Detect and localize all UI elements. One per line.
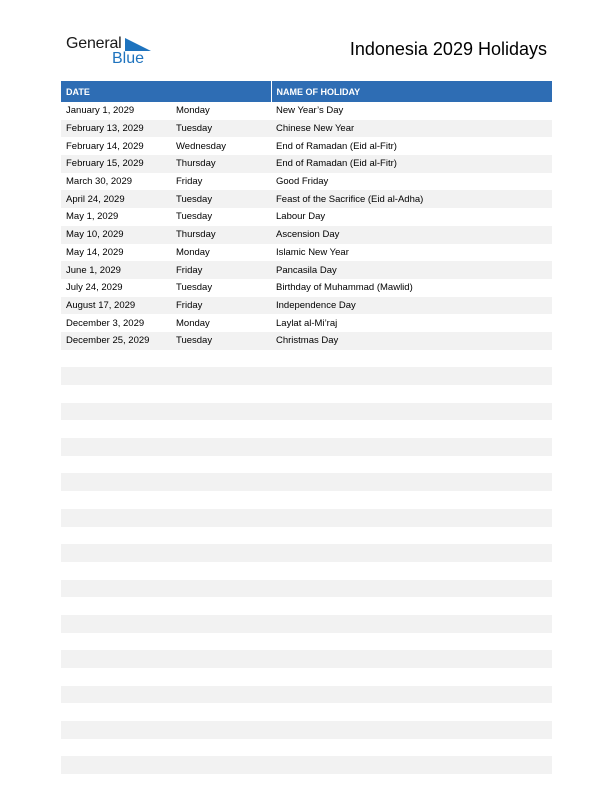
table-row (61, 173, 552, 191)
holiday-name-cell (271, 403, 552, 421)
weekday-cell (171, 721, 271, 739)
date-cell: December 25, 2029 (61, 332, 171, 350)
holiday-name-cell (271, 544, 552, 562)
date-cell (61, 509, 171, 527)
table-row (61, 261, 552, 279)
holiday-name-cell: Ascension Day (271, 226, 552, 244)
table-row (61, 633, 552, 651)
holiday-name-cell (271, 580, 552, 598)
date-cell: February 15, 2029 (61, 155, 171, 173)
holiday-name-cell: Good Friday (271, 173, 552, 191)
holiday-name-cell: Labour Day (271, 208, 552, 226)
table-row (61, 615, 552, 633)
table-row (61, 650, 552, 668)
date-cell (61, 615, 171, 633)
holiday-name-cell (271, 756, 552, 774)
table-row (61, 527, 552, 545)
weekday-cell (171, 544, 271, 562)
table-row (61, 226, 552, 244)
table-row (61, 739, 552, 757)
weekday-cell: Monday (171, 314, 271, 332)
weekday-cell (171, 350, 271, 368)
table-row (61, 297, 552, 315)
holiday-name-cell (271, 491, 552, 509)
table-row (61, 208, 552, 226)
table-row (61, 580, 552, 598)
holidays-table (61, 81, 552, 774)
weekday-cell (171, 615, 271, 633)
weekday-cell: Tuesday (171, 279, 271, 297)
date-cell: April 24, 2029 (61, 190, 171, 208)
holiday-name-cell: Feast of the Sacrifice (Eid al-Adha) (271, 190, 552, 208)
weekday-cell (171, 597, 271, 615)
weekday-cell (171, 650, 271, 668)
date-cell (61, 491, 171, 509)
table-row (61, 509, 552, 527)
table-row (61, 668, 552, 686)
weekday-cell (171, 527, 271, 545)
holiday-name-cell: Islamic New Year (271, 244, 552, 262)
date-cell (61, 456, 171, 474)
holiday-name-cell (271, 615, 552, 633)
date-cell (61, 633, 171, 651)
date-cell (61, 721, 171, 739)
holiday-name-cell: Christmas Day (271, 332, 552, 350)
date-cell (61, 580, 171, 598)
holiday-name-cell: Laylat al-Mi’raj (271, 314, 552, 332)
weekday-cell: Tuesday (171, 120, 271, 138)
date-cell (61, 420, 171, 438)
table-row (61, 350, 552, 368)
weekday-cell (171, 456, 271, 474)
weekday-cell (171, 367, 271, 385)
date-cell (61, 544, 171, 562)
weekday-cell (171, 403, 271, 421)
table-row (61, 385, 552, 403)
weekday-cell: Wednesday (171, 137, 271, 155)
weekday-cell (171, 491, 271, 509)
date-cell (61, 739, 171, 757)
weekday-cell: Tuesday (171, 190, 271, 208)
holiday-name-cell (271, 367, 552, 385)
table-row (61, 544, 552, 562)
weekday-cell: Friday (171, 261, 271, 279)
table-row (61, 438, 552, 456)
weekday-cell (171, 756, 271, 774)
weekday-cell: Tuesday (171, 208, 271, 226)
date-cell (61, 756, 171, 774)
weekday-cell (171, 633, 271, 651)
date-cell (61, 668, 171, 686)
weekday-cell (171, 473, 271, 491)
holiday-name-cell (271, 668, 552, 686)
date-cell (61, 367, 171, 385)
holiday-name-cell: New Year’s Day (271, 102, 552, 120)
holiday-name-cell (271, 650, 552, 668)
weekday-cell (171, 509, 271, 527)
table-row (61, 102, 552, 120)
date-cell (61, 527, 171, 545)
date-cell (61, 562, 171, 580)
date-column-header: DATE (61, 81, 271, 102)
table-row (61, 420, 552, 438)
table-row (61, 190, 552, 208)
weekday-cell (171, 703, 271, 721)
holiday-name-cell (271, 420, 552, 438)
holiday-name-cell: Birthday of Muhammad (Mawlid) (271, 279, 552, 297)
date-cell: May 10, 2029 (61, 226, 171, 244)
weekday-cell (171, 438, 271, 456)
weekday-cell: Tuesday (171, 332, 271, 350)
table-row (61, 137, 552, 155)
table-row (61, 703, 552, 721)
weekday-cell (171, 562, 271, 580)
holiday-name-cell (271, 456, 552, 474)
date-cell: July 24, 2029 (61, 279, 171, 297)
date-cell: February 14, 2029 (61, 137, 171, 155)
table-row (61, 367, 552, 385)
table-row (61, 456, 552, 474)
table-row (61, 473, 552, 491)
logo-blue-text: Blue (112, 50, 145, 67)
table-row (61, 756, 552, 774)
weekday-cell (171, 385, 271, 403)
table-header-row (61, 81, 552, 102)
weekday-cell: Friday (171, 297, 271, 315)
date-cell: August 17, 2029 (61, 297, 171, 315)
date-cell: June 1, 2029 (61, 261, 171, 279)
holiday-name-cell (271, 527, 552, 545)
holiday-name-cell (271, 597, 552, 615)
date-cell: March 30, 2029 (61, 173, 171, 191)
table-row (61, 155, 552, 173)
date-cell: February 13, 2029 (61, 120, 171, 138)
holiday-name-cell (271, 438, 552, 456)
date-cell: January 1, 2029 (61, 102, 171, 120)
date-cell: May 1, 2029 (61, 208, 171, 226)
weekday-cell (171, 739, 271, 757)
weekday-cell: Monday (171, 244, 271, 262)
holiday-name-cell: Chinese New Year (271, 120, 552, 138)
logo-general-text: General (66, 35, 122, 52)
date-cell: May 14, 2029 (61, 244, 171, 262)
holiday-name-cell (271, 686, 552, 704)
holiday-column-header: NAME OF HOLIDAY (271, 81, 552, 102)
weekday-cell: Friday (171, 173, 271, 191)
date-cell (61, 650, 171, 668)
table-row (61, 562, 552, 580)
table-body (61, 102, 552, 774)
weekday-cell (171, 420, 271, 438)
holiday-name-cell (271, 509, 552, 527)
weekday-cell: Monday (171, 102, 271, 120)
table-row (61, 597, 552, 615)
weekday-cell (171, 580, 271, 598)
holiday-name-cell: End of Ramadan (Eid al-Fitr) (271, 155, 552, 173)
date-cell (61, 473, 171, 491)
holiday-name-cell (271, 633, 552, 651)
holiday-name-cell: End of Ramadan (Eid al-Fitr) (271, 137, 552, 155)
weekday-cell (171, 686, 271, 704)
table-row (61, 721, 552, 739)
date-cell (61, 350, 171, 368)
date-cell (61, 403, 171, 421)
date-cell (61, 597, 171, 615)
holiday-name-cell (271, 739, 552, 757)
table-row (61, 244, 552, 262)
holiday-name-cell (271, 473, 552, 491)
table-row (61, 686, 552, 704)
holiday-name-cell (271, 721, 552, 739)
holiday-name-cell: Independence Day (271, 297, 552, 315)
table-row (61, 491, 552, 509)
table-row (61, 279, 552, 297)
weekday-cell: Thursday (171, 155, 271, 173)
date-cell (61, 385, 171, 403)
holiday-name-cell (271, 562, 552, 580)
date-cell: December 3, 2029 (61, 314, 171, 332)
table-row (61, 120, 552, 138)
date-cell (61, 703, 171, 721)
date-cell (61, 438, 171, 456)
page-title: Indonesia 2029 Holidays (349, 39, 547, 59)
holiday-name-cell: Pancasila Day (271, 261, 552, 279)
holiday-name-cell (271, 703, 552, 721)
date-cell (61, 686, 171, 704)
table-row (61, 314, 552, 332)
holiday-name-cell (271, 350, 552, 368)
weekday-cell: Thursday (171, 226, 271, 244)
holiday-name-cell (271, 385, 552, 403)
weekday-cell (171, 668, 271, 686)
table-row (61, 332, 552, 350)
table-row (61, 403, 552, 421)
generalblue-logo (66, 35, 156, 69)
